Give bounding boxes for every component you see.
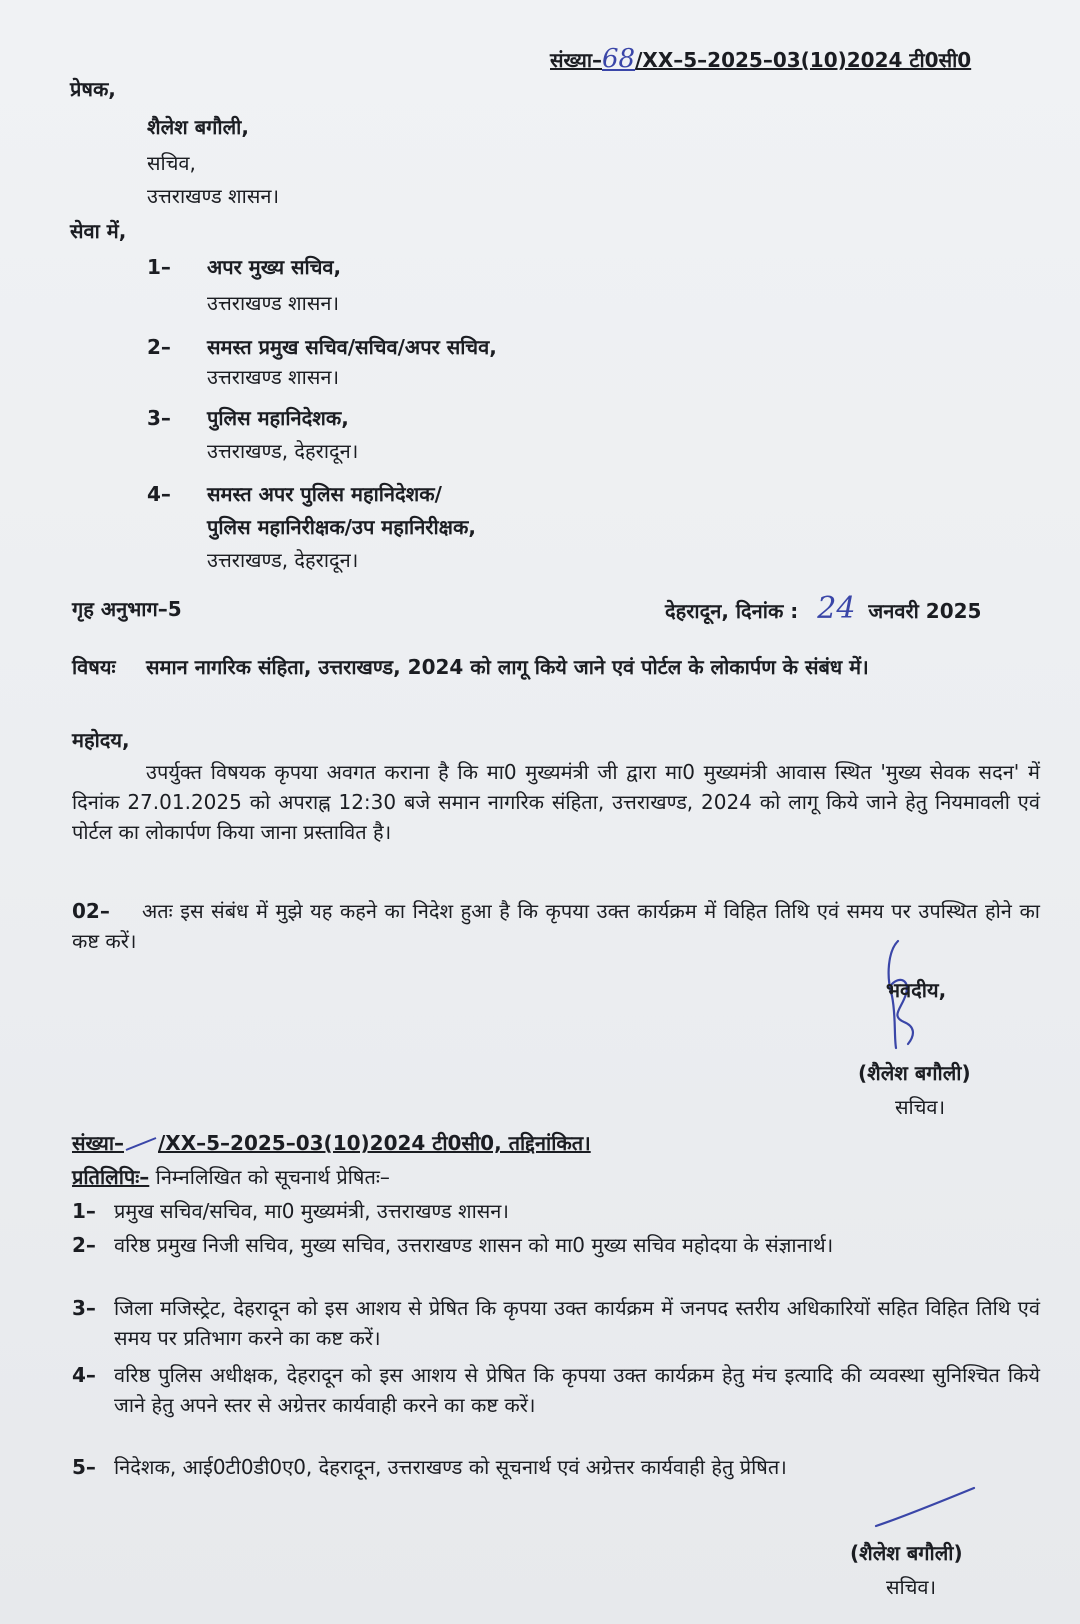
- copy-item-text: प्रमुख सचिव/सचिव, मा0 मुख्यमंत्री, उत्तराखण्ड शासन।: [114, 1199, 509, 1223]
- recipient-line: पुलिस महानिरीक्षक/उप महानिरीक्षक,: [207, 515, 476, 539]
- date-line: [665, 591, 982, 626]
- copy-ref-prefix: संख्या–: [72, 1131, 124, 1155]
- subject-label: विषयः: [72, 655, 116, 679]
- copy-item-number: 3–: [72, 1296, 96, 1320]
- copy-ref-suffix: /XX–5–2025–03(10)2024 टी0सी0, तद्दिनांकित।: [158, 1131, 591, 1155]
- sender-label: प्रेषक,: [70, 77, 116, 101]
- date-suffix: जनवरी 2025: [868, 599, 982, 623]
- ref-handwritten-number: 68: [602, 44, 636, 74]
- body-paragraph: अतः इस संबंध में मुझे यह कहने का निदेश हुआ है कि कृपया उक्त कार्यक्रम में विहित तिथि एवं समय पर उपस्थित होने का कष्ट करें।: [72, 899, 1040, 953]
- copy-item-number: 4–: [72, 1363, 96, 1387]
- copy-ref-blank: [124, 1128, 158, 1158]
- recipient-number: 1–: [147, 255, 171, 279]
- ref-suffix: /XX–5–2025–03(10)2024 टी0सी0: [635, 48, 972, 72]
- paragraph-number: 02–: [72, 899, 110, 923]
- signatory-designation: सचिव।: [886, 1575, 937, 1599]
- valediction: भवदीय,: [886, 978, 947, 1002]
- copy-item-text: निदेशक, आई0टी0डी0ए0, देहरादून, उत्तराखण्ड को सूचनार्थ एवं अग्रेत्तर कार्यवाही हेतु प्रेषित।: [114, 1455, 787, 1479]
- copy-item-number: 1–: [72, 1199, 96, 1223]
- signatory-name: (शैलेश बगौली): [850, 1541, 963, 1565]
- copy-item-text: वरिष्ठ प्रमुख निजी सचिव, मुख्य सचिव, उत्तराखण्ड शासन को मा0 मुख्य सचिव महोदया के संज्ञानार्थ।: [114, 1233, 834, 1257]
- recipient-line: समस्त अपर पुलिस महानिदेशक/: [207, 482, 442, 506]
- copy-item-number: 5–: [72, 1455, 96, 1479]
- recipient-number: 4–: [147, 482, 171, 506]
- recipient-line: अपर मुख्य सचिव,: [207, 255, 342, 279]
- sender-designation: सचिव,: [147, 151, 196, 175]
- date-prefix: देहरादून, दिनांक :: [665, 599, 799, 623]
- ref-prefix: संख्या–: [550, 48, 602, 72]
- salutation: महोदय,: [72, 728, 130, 752]
- copy-to-intro: निम्नलिखित को सूचनार्थ प्रेषितः–: [155, 1165, 390, 1189]
- recipient-line: उत्तराखण्ड शासन।: [207, 291, 340, 315]
- copy-reference: [72, 1128, 591, 1158]
- recipient-line: उत्तराखण्ड, देहरादून।: [207, 548, 359, 572]
- sender-office: उत्तराखण्ड शासन।: [147, 184, 280, 208]
- date-handwritten-day: 24: [817, 591, 856, 626]
- copy-to-label: प्रतिलिपिः–: [72, 1165, 150, 1189]
- recipients-label: सेवा में,: [70, 219, 127, 243]
- signatory-name: (शैलेश बगौली): [858, 1061, 971, 1085]
- recipient-line: समस्त प्रमुख सचिव/सचिव/अपर सचिव,: [207, 335, 497, 359]
- signature-mark: [870, 1484, 980, 1534]
- copy-to-line: [72, 1162, 390, 1192]
- reference-number: [550, 44, 971, 75]
- copy-item-text: जिला मजिस्ट्रेट, देहरादून को इस आशय से प्रेषित कि कृपया उक्त कार्यक्रम में जनपद स्तरीय अधिकारियों सहित विहित तिथि एवं समय पर प्रतिभाग करने का कष्ट करें।: [114, 1296, 1040, 1350]
- recipient-line: उत्तराखण्ड शासन।: [207, 365, 340, 389]
- body-paragraph: उपर्युक्त विषयक कृपया अवगत कराना है कि मा0 मुख्यमंत्री जी द्वारा मा0 मुख्यमंत्री आवास स्थित 'मुख्य सेवक सदन' में दिनांक 27.01.2025 को अपराह्न 12:30 बजे समान नागरिक संहिता, उत्तराखण्ड, 2024 को लागू किये जाने हेतु नियमावली एवं पोर्टल का लोकार्पण किया जाना प्रस्तावित है।: [72, 760, 1040, 844]
- copy-item-text: वरिष्ठ पुलिस अधीक्षक, देहरादून को इस आशय से प्रेषित कि कृपया उक्त कार्यक्रम हेतु मंच इत्यादि की व्यवस्था सुनिश्चित किये जाने हेतु अपने स्तर से अग्रेत्तर कार्यवाही करने का कष्ट करें।: [114, 1363, 1040, 1417]
- signatory-designation: सचिव।: [895, 1095, 946, 1119]
- recipient-line: पुलिस महानिदेशक,: [207, 406, 349, 430]
- recipient-line: उत्तराखण्ड, देहरादून।: [207, 439, 359, 463]
- copy-item-number: 2–: [72, 1233, 96, 1257]
- subject-text: समान नागरिक संहिता, उत्तराखण्ड, 2024 को लागू किये जाने एवं पोर्टल के लोकार्पण के संबंध में।: [146, 655, 869, 679]
- section-label: गृह अनुभाग–5: [72, 597, 182, 621]
- recipient-number: 3–: [147, 406, 171, 430]
- recipient-number: 2–: [147, 335, 171, 359]
- sender-name: शैलेश बगौली,: [147, 115, 249, 139]
